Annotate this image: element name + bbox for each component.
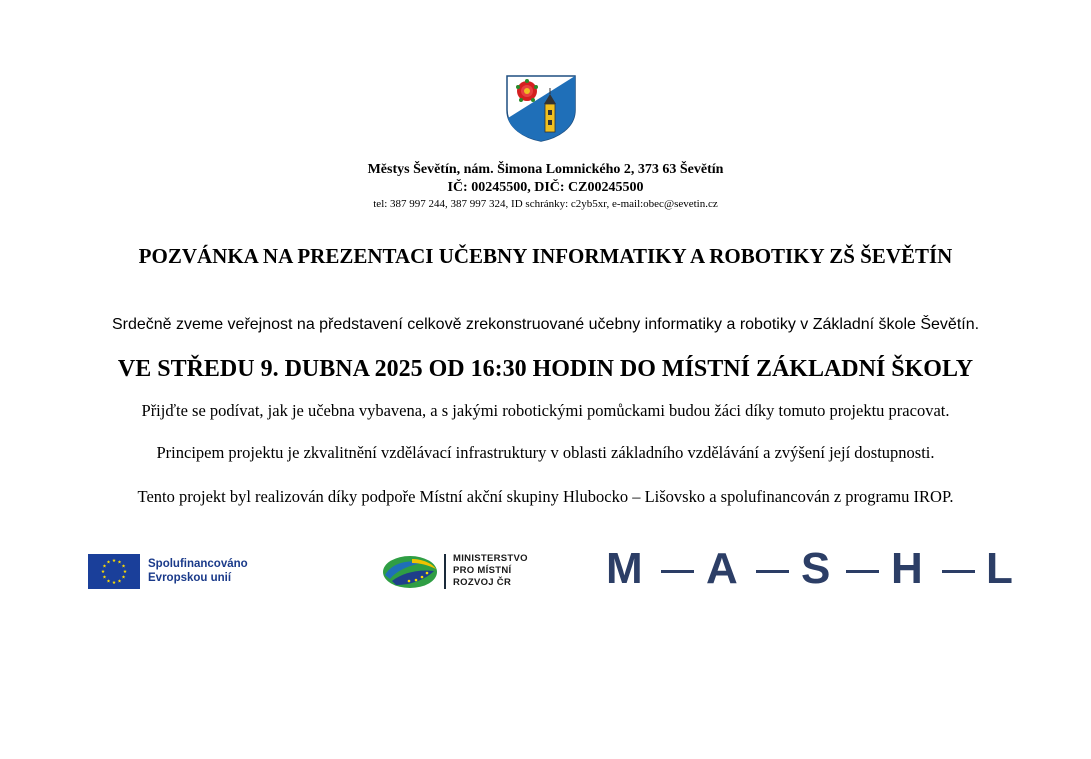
mashl-letter-h: H <box>891 544 923 593</box>
crest-logo <box>505 74 577 142</box>
ids-line: IČ: 00245500, DIČ: CZ00245500 <box>447 180 644 195</box>
paragraph-visit: Přijďte se podívat, jak je učebna vybavena, a s jakými robotickými pomůckami budou žáci díky tomuto projektu pracovat. <box>141 401 950 420</box>
eu-text-line2: Evropskou unií <box>148 572 232 584</box>
mashl-dash <box>846 570 879 573</box>
ministry-text-line3: ROZVOJ ČR <box>453 577 512 588</box>
eu-logo <box>88 554 258 590</box>
date-line: VE STŘEDU 9. DUBNA 2025 OD 16:30 HODIN DO MÍSTNÍ ZÁKLADNÍ ŠKOLY <box>117 356 974 382</box>
eu-flag-icon <box>88 554 140 589</box>
ministry-divider <box>444 554 446 589</box>
mashl-letter-l: L <box>986 544 1013 593</box>
mashl-dash <box>942 570 975 573</box>
intro-paragraph: Srdečně zveme veřejnost na představení celkově zrekonstruované učebny informatiky a robotiky v Základní škole Ševětín. <box>111 316 980 333</box>
paragraph-principle: Principem projektu je zkvalitnění vzdělávací infrastruktury v oblasti základního vzdělávání a zvýšení její dostupnosti. <box>156 443 935 462</box>
eu-text-line1: Spolufinancováno <box>148 558 248 570</box>
ministry-logo <box>382 551 552 591</box>
contact-line: tel: 387 997 244, 387 997 324, ID schránky: c2yb5xr, e-mail:obec@sevetin.cz <box>373 198 718 210</box>
mashl-dash <box>756 570 789 573</box>
mashl-dash <box>661 570 694 573</box>
ministry-emblem-icon <box>382 555 438 589</box>
paragraph-funding: Tento projekt byl realizován díky podpoře Místní akční skupiny Hlubocko – Lišovsko a spolufinancován z programu IROP. <box>137 487 954 506</box>
mashl-letter-m: M <box>606 544 643 593</box>
mashl-letter-s: S <box>801 544 831 593</box>
invitation-title: POZVÁNKA NA PREZENTACI UČEBNY INFORMATIKY A ROBOTIKY ZŠ ŠEVĚTÍN <box>138 244 953 268</box>
mashl-letter-a: A <box>706 544 738 593</box>
address-line: Městys Ševětín, nám. Šimona Lomnického 2, 373 63 Ševětín <box>367 162 724 177</box>
mas-hl-logo <box>606 545 1016 593</box>
ministry-text-line1: MINISTERSTVO <box>453 553 528 564</box>
ministry-text-line2: PRO MÍSTNÍ <box>453 565 512 576</box>
